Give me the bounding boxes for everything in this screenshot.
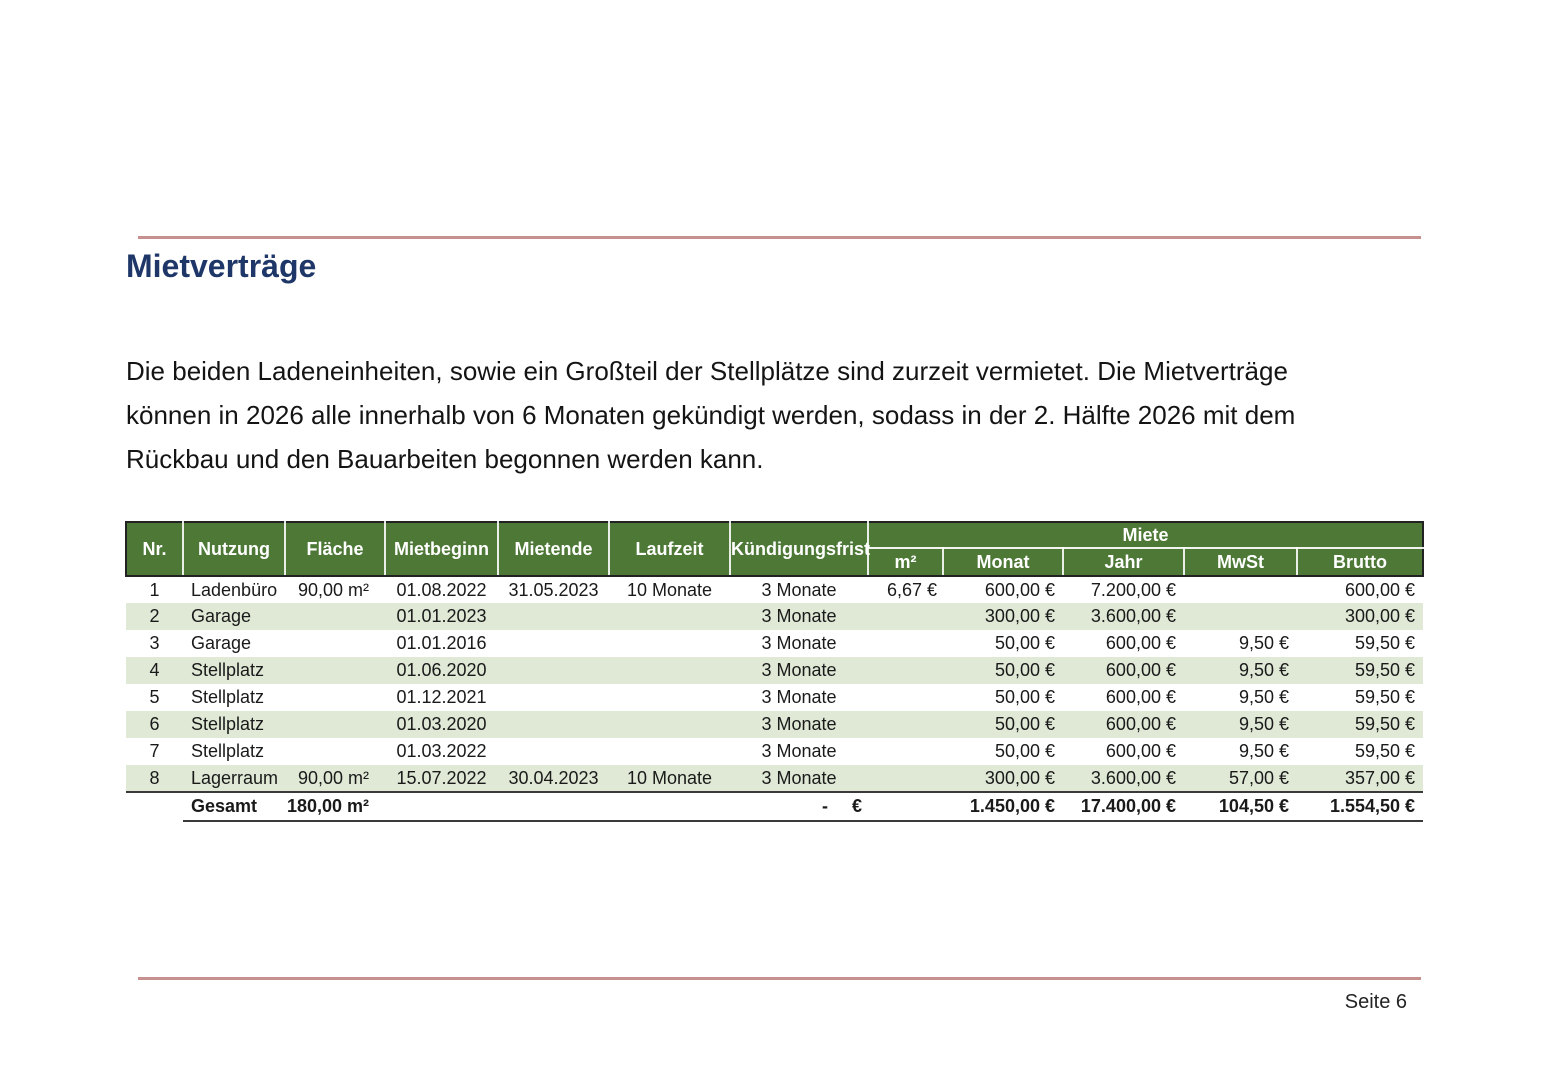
cell-mwst: 57,00 € — [1184, 765, 1297, 792]
cell-kuendigungsfrist: 3 Monate — [730, 738, 868, 765]
cell-mwst: 9,50 € — [1184, 630, 1297, 657]
col-header-mietende: Mietende — [498, 522, 609, 576]
col-header-kuendigungsfrist: Kündigungsfrist — [730, 522, 868, 576]
top-divider — [138, 236, 1421, 239]
cell-brutto: 59,50 € — [1297, 630, 1423, 657]
cell-nr: 7 — [126, 738, 183, 765]
cell-jahr: 600,00 € — [1063, 684, 1184, 711]
cell-nr: 2 — [126, 603, 183, 630]
cell-flaeche: 90,00 m² — [285, 576, 385, 603]
cell-mwst — [1184, 576, 1297, 603]
cell-monat: 50,00 € — [943, 630, 1063, 657]
total-jahr: 17.400,00 € — [1063, 792, 1184, 821]
cell-nr: 3 — [126, 630, 183, 657]
cell-brutto: 357,00 € — [1297, 765, 1423, 792]
cell-laufzeit: 10 Monate — [609, 765, 730, 792]
table-header — [126, 522, 1423, 576]
cell-kuendigungsfrist: 3 Monate — [730, 684, 868, 711]
cell-monat: 300,00 € — [943, 765, 1063, 792]
cell-nr: 4 — [126, 657, 183, 684]
cell-m2 — [868, 603, 943, 630]
col-header-laufzeit: Laufzeit — [609, 522, 730, 576]
cell-nutzung: Stellplatz — [183, 738, 285, 765]
cell-mwst: 9,50 € — [1184, 657, 1297, 684]
cell-nutzung: Garage — [183, 603, 285, 630]
cell-nutzung: Stellplatz — [183, 711, 285, 738]
cell-kuendigungsfrist: 3 Monate — [730, 630, 868, 657]
cell-jahr: 7.200,00 € — [1063, 576, 1184, 603]
cell-m2 — [868, 684, 943, 711]
table-row — [126, 630, 1423, 657]
cell-mietbeginn: 01.03.2022 — [385, 738, 498, 765]
cell-brutto: 300,00 € — [1297, 603, 1423, 630]
col-header-jahr: Jahr — [1063, 548, 1184, 576]
col-header-nr: Nr. — [126, 522, 183, 576]
cell-brutto: 59,50 € — [1297, 738, 1423, 765]
cell-flaeche — [285, 711, 385, 738]
cell-jahr: 600,00 € — [1063, 630, 1184, 657]
total-monat: 1.450,00 € — [943, 792, 1063, 821]
intro-line: können in 2026 alle innerhalb von 6 Monaten gekündigt werden, sodass in der 2. Hälfte 2026 mit dem — [126, 400, 1296, 430]
cell-monat: 50,00 € — [943, 657, 1063, 684]
cell-laufzeit — [609, 657, 730, 684]
cell-laufzeit: 10 Monate — [609, 576, 730, 603]
cell-nutzung: Ladenbüro — [183, 576, 285, 603]
cell-mietende: 31.05.2023 — [498, 576, 609, 603]
cell-mietende — [498, 711, 609, 738]
cell-laufzeit — [609, 603, 730, 630]
cell-jahr: 3.600,00 € — [1063, 603, 1184, 630]
total-brutto: 1.554,50 € — [1297, 792, 1423, 821]
col-header-m2: m² — [868, 548, 943, 576]
cell-mwst: 9,50 € — [1184, 711, 1297, 738]
cell-flaeche — [285, 603, 385, 630]
cell-flaeche: 90,00 m² — [285, 765, 385, 792]
total-zero-dash: - — [821, 796, 828, 816]
cell-m2 — [868, 630, 943, 657]
cell-brutto: 600,00 € — [1297, 576, 1423, 603]
cell-mwst: 9,50 € — [1184, 738, 1297, 765]
cell-mietende — [498, 630, 609, 657]
cell-laufzeit — [609, 738, 730, 765]
cell-nr: 5 — [126, 684, 183, 711]
col-header-mietbeginn: Mietbeginn — [385, 522, 498, 576]
cell-monat: 50,00 € — [943, 684, 1063, 711]
page-title: Mietverträge — [126, 248, 317, 284]
cell-nutzung: Lagerraum — [183, 765, 285, 792]
cell-brutto: 59,50 € — [1297, 657, 1423, 684]
table-row — [126, 684, 1423, 711]
cell-kuendigungsfrist: 3 Monate — [730, 657, 868, 684]
cell-nr: 8 — [126, 765, 183, 792]
cell-kuendigungsfrist: 3 Monate — [730, 576, 868, 603]
col-header-mwst: MwSt — [1184, 548, 1297, 576]
cell-mietbeginn: 01.08.2022 — [385, 576, 498, 603]
page-number: Seite 6 — [1344, 991, 1407, 1013]
table-row — [126, 765, 1423, 792]
col-header-nutzung: Nutzung — [183, 522, 285, 576]
col-header-flaeche: Fläche — [285, 522, 385, 576]
cell-m2 — [868, 765, 943, 792]
cell-mietende — [498, 684, 609, 711]
cell-brutto: 59,50 € — [1297, 711, 1423, 738]
table-row — [126, 603, 1423, 630]
total-cell-empty — [498, 792, 609, 821]
cell-jahr: 600,00 € — [1063, 738, 1184, 765]
cell-m2: 6,67 € — [868, 576, 943, 603]
cell-nutzung: Garage — [183, 630, 285, 657]
total-cell-empty — [609, 792, 730, 821]
bottom-divider — [138, 977, 1421, 980]
cell-brutto: 59,50 € — [1297, 684, 1423, 711]
cell-nr: 6 — [126, 711, 183, 738]
cell-mietbeginn: 01.01.2023 — [385, 603, 498, 630]
cell-monat: 600,00 € — [943, 576, 1063, 603]
cell-nutzung: Stellplatz — [183, 657, 285, 684]
cell-m2 — [868, 657, 943, 684]
total-cell-empty — [126, 792, 183, 821]
cell-laufzeit — [609, 684, 730, 711]
cell-flaeche — [285, 738, 385, 765]
cell-mietende — [498, 738, 609, 765]
table-body — [126, 576, 1423, 792]
cell-jahr: 600,00 € — [1063, 711, 1184, 738]
cell-flaeche — [285, 657, 385, 684]
cell-mietbeginn: 01.03.2020 — [385, 711, 498, 738]
cell-laufzeit — [609, 630, 730, 657]
cell-mietende: 30.04.2023 — [498, 765, 609, 792]
intro-line: Die beiden Ladeneinheiten, sowie ein Großteil der Stellplätze sind zurzeit vermietet. Die Mietverträge — [126, 356, 1288, 386]
cell-monat: 50,00 € — [943, 738, 1063, 765]
cell-m2 — [868, 711, 943, 738]
cell-monat: 50,00 € — [943, 711, 1063, 738]
col-header-brutto: Brutto — [1297, 548, 1423, 576]
cell-mietbeginn: 01.06.2020 — [385, 657, 498, 684]
intro-paragraph — [126, 349, 1436, 481]
table-row — [126, 657, 1423, 684]
total-mwst: 104,50 € — [1184, 792, 1297, 821]
total-flaeche: 180,00 m² — [285, 792, 385, 821]
cell-flaeche — [285, 684, 385, 711]
table-total-row — [126, 792, 1423, 821]
cell-monat: 300,00 € — [943, 603, 1063, 630]
cell-mietbeginn: 15.07.2022 — [385, 765, 498, 792]
cell-kuendigungsfrist: 3 Monate — [730, 765, 868, 792]
cell-jahr: 3.600,00 € — [1063, 765, 1184, 792]
cell-flaeche — [285, 630, 385, 657]
total-cell-empty — [868, 792, 943, 821]
total-cell-empty — [385, 792, 498, 821]
cell-nr: 1 — [126, 576, 183, 603]
table-row — [126, 711, 1423, 738]
cell-mietbeginn: 01.01.2016 — [385, 630, 498, 657]
cell-jahr: 600,00 € — [1063, 657, 1184, 684]
intro-line: Rückbau und den Bauarbeiten begonnen werden kann. — [126, 444, 764, 474]
table-row — [126, 576, 1423, 603]
col-group-header-miete: Miete — [868, 522, 1423, 548]
rental-contracts-table — [125, 521, 1424, 822]
cell-mietbeginn: 01.12.2021 — [385, 684, 498, 711]
cell-m2 — [868, 738, 943, 765]
table-row — [126, 738, 1423, 765]
cell-mwst — [1184, 603, 1297, 630]
cell-mietende — [498, 657, 609, 684]
cell-nutzung: Stellplatz — [183, 684, 285, 711]
total-zero-value — [730, 792, 868, 821]
cell-mietende — [498, 603, 609, 630]
euro-sign: € — [851, 796, 862, 816]
cell-laufzeit — [609, 711, 730, 738]
cell-mwst: 9,50 € — [1184, 684, 1297, 711]
cell-kuendigungsfrist: 3 Monate — [730, 711, 868, 738]
cell-kuendigungsfrist: 3 Monate — [730, 603, 868, 630]
total-label: Gesamt — [183, 792, 285, 821]
col-header-monat: Monat — [943, 548, 1063, 576]
